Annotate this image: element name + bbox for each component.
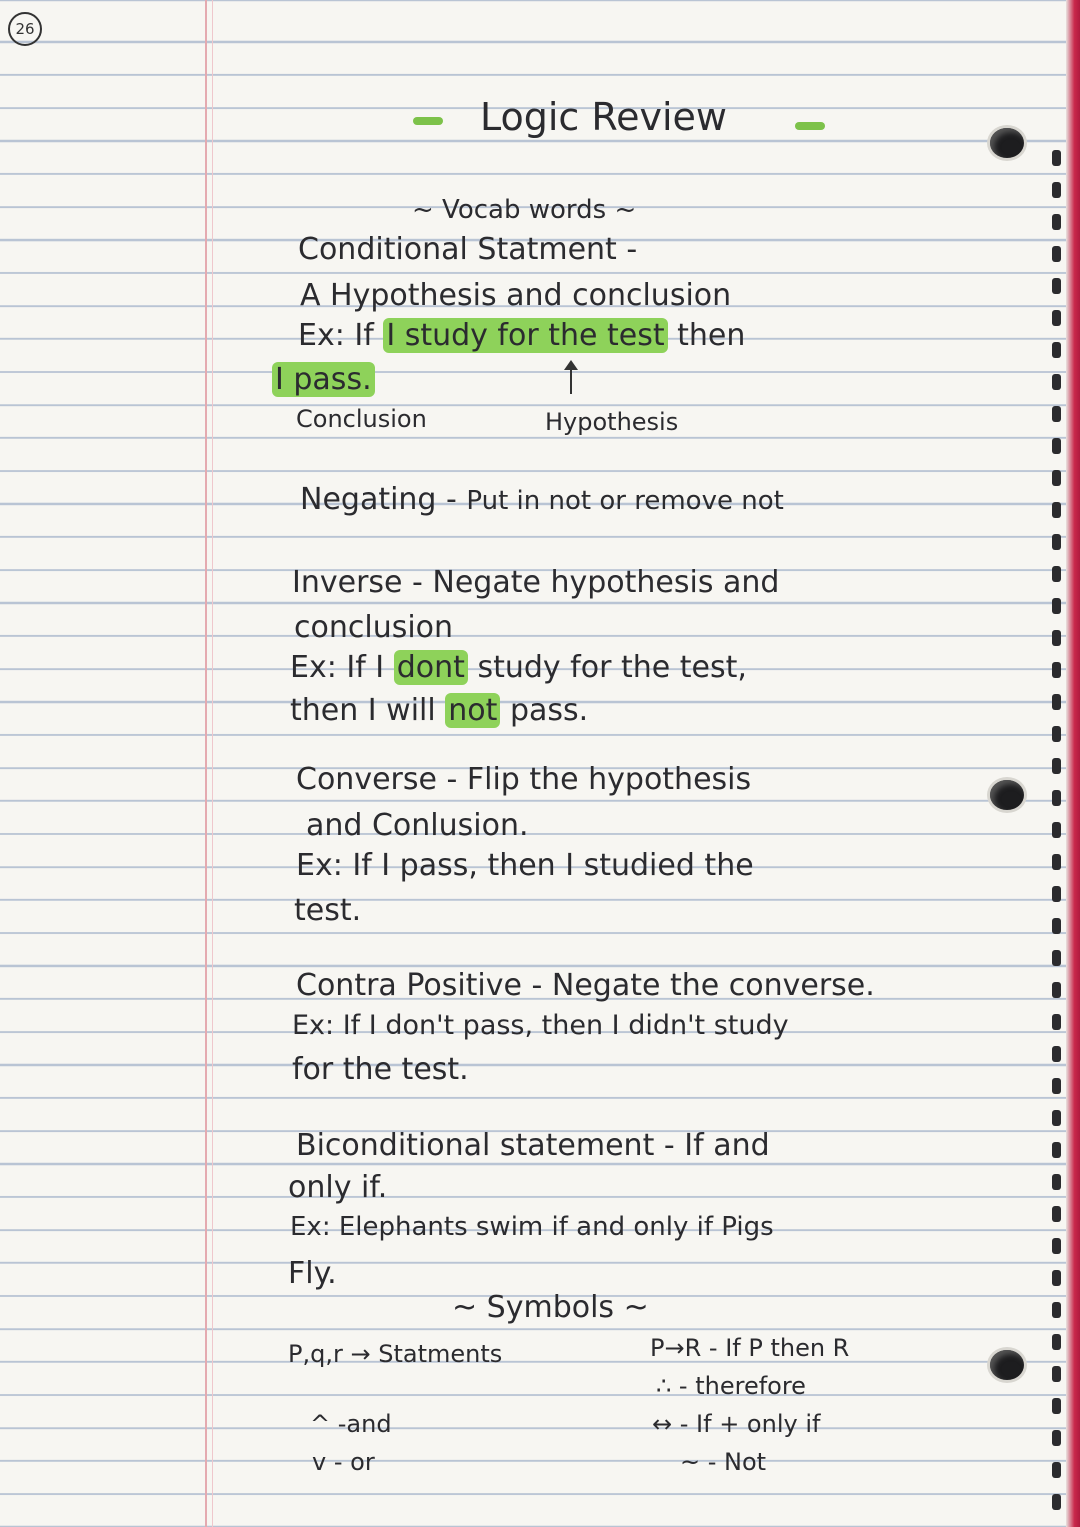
example-prefix: then I will [290,693,436,728]
contrapositive-example-line2: for the test. [292,1052,469,1087]
spiral-coil [1052,438,1061,454]
negating-definition: Put in not or remove not [466,486,784,516]
spiral-coil [1052,630,1061,646]
spiral-coil [1052,1462,1061,1478]
spiral-coil [1052,1142,1061,1158]
inverse-line2: conclusion [294,610,454,645]
symbol-row [656,1372,806,1400]
spiral-coil [1052,502,1061,518]
converse-example: Ex: If I pass, then I studied the [296,848,754,883]
spiral-coil [1052,1238,1061,1254]
symbol: ~ [680,1448,701,1476]
up-arrow-icon [570,364,572,394]
spiral-coil [1052,342,1061,358]
symbol: P,q,r → [288,1340,371,1368]
spiral-coil [1052,246,1061,262]
spiral-coil [1052,982,1061,998]
spiral-coil [1052,150,1061,166]
spiral-coil [1052,1334,1061,1350]
page-number: 26 [8,12,42,46]
spiral-coil [1052,918,1061,934]
symbol-row [310,1410,392,1438]
symbol-meaning: - Not [707,1448,767,1476]
vocab-heading: ~ Vocab words ~ [412,195,637,225]
punch-hole [990,1350,1024,1380]
spiral-coil [1052,182,1061,198]
spiral-coil [1052,726,1061,742]
title-highlight-left [413,117,443,125]
spiral-coil [1052,406,1061,422]
spiral-coil [1052,854,1061,870]
symbol-meaning: - or [333,1448,375,1476]
inverse-line1 [292,565,779,600]
symbol-meaning: - If P then R [708,1334,850,1362]
spiral-coil [1052,662,1061,678]
label-hypothesis: Hypothesis [545,408,679,436]
spiral-coil [1052,310,1061,326]
symbol-meaning: - If + only if [679,1410,821,1438]
spiral-coil [1052,1398,1061,1414]
symbol: ^ [310,1410,331,1438]
symbol: v [312,1448,327,1476]
converse-line1 [296,762,751,797]
biconditional-line2: only if. [288,1170,388,1205]
example-prefix: Ex: If I [290,650,385,685]
biconditional-line1 [296,1128,770,1163]
spiral-coil [1052,534,1061,550]
symbol: P→R [650,1334,702,1362]
symbol-row [288,1340,502,1368]
inverse-example-line2 [290,693,588,728]
spiral-coil [1052,1206,1061,1222]
notebook-edge [1066,0,1080,1527]
spiral-coil [1052,694,1061,710]
negating-term: Negating - [300,482,457,517]
spiral-coil [1052,1174,1061,1190]
spiral-coil [1052,950,1061,966]
example-suffix: study for the test, [477,650,747,685]
spiral-coil [1052,598,1061,614]
margin-line [205,0,207,1527]
highlighted-word: dont [394,650,468,685]
spiral-coil [1052,566,1061,582]
spiral-coil [1052,278,1061,294]
conditional-example-line2 [272,362,375,397]
highlighted-conclusion: I pass. [272,362,375,397]
example-prefix: Ex: If [298,318,374,353]
punch-hole [990,780,1024,810]
spiral-coil [1052,790,1061,806]
spiral-coil [1052,1302,1061,1318]
symbol-meaning: -and [337,1410,392,1438]
symbol-row [312,1448,375,1476]
spiral-coil [1052,886,1061,902]
example-suffix: pass. [509,693,589,728]
spiral-coil [1052,374,1061,390]
biconditional-term: Biconditional statement - [296,1128,675,1163]
highlighted-hypothesis: I study for the test [383,318,667,353]
spiral-coil [1052,470,1061,486]
spiral-coil [1052,1046,1061,1062]
symbol: ∴ [656,1372,672,1400]
symbol-row [680,1448,766,1476]
spiral-coil [1052,1366,1061,1382]
spiral-coil [1052,1270,1061,1286]
biconditional-example-line2: Fly. [288,1256,337,1291]
inverse-example [290,650,747,685]
spiral-coil [1052,1014,1061,1030]
contrapositive-example: Ex: If I don't pass, then I didn't study [292,1010,789,1041]
converse-definition: Flip the hypothesis [466,762,752,797]
symbols-heading: ~ Symbols ~ [452,1290,649,1325]
inverse-term: Inverse - [292,565,423,600]
page-title: Logic Review [480,95,727,139]
spiral-coil [1052,1078,1061,1094]
symbol-meaning: - therefore [678,1372,806,1400]
highlighted-word: not [445,693,500,728]
symbol-row [652,1410,820,1438]
contrapositive-definition: Negate the converse. [551,968,875,1003]
label-conclusion: Conclusion [296,405,427,433]
converse-example-line2: test. [294,893,362,928]
symbol-meaning: Statments [378,1340,503,1368]
biconditional-definition: If and [684,1128,770,1163]
converse-line2: and Conlusion. [306,808,529,843]
conditional-example [298,318,745,353]
spiral-coil [1052,1430,1061,1446]
symbol-row [650,1334,849,1362]
inverse-definition: Negate hypothesis and [432,565,780,600]
converse-term: Converse - [296,762,458,797]
spiral-coil [1052,214,1061,230]
conditional-term: Conditional Statment - [298,232,638,267]
negating-line [300,482,784,517]
punch-hole [990,128,1024,158]
example-suffix: then [677,318,746,353]
title-highlight-right [795,122,825,130]
symbol: ↔ [652,1410,673,1438]
margin-line [212,0,213,1527]
contrapositive-term: Contra Positive - [296,968,543,1003]
spiral-coil [1052,1494,1061,1510]
spiral-coil [1052,758,1061,774]
biconditional-example: Ex: Elephants swim if and only if Pigs [290,1212,774,1242]
contrapositive-line1 [296,968,875,1003]
spiral-coil [1052,822,1061,838]
conditional-definition: A Hypothesis and conclusion [300,278,732,313]
spiral-coil [1052,1110,1061,1126]
